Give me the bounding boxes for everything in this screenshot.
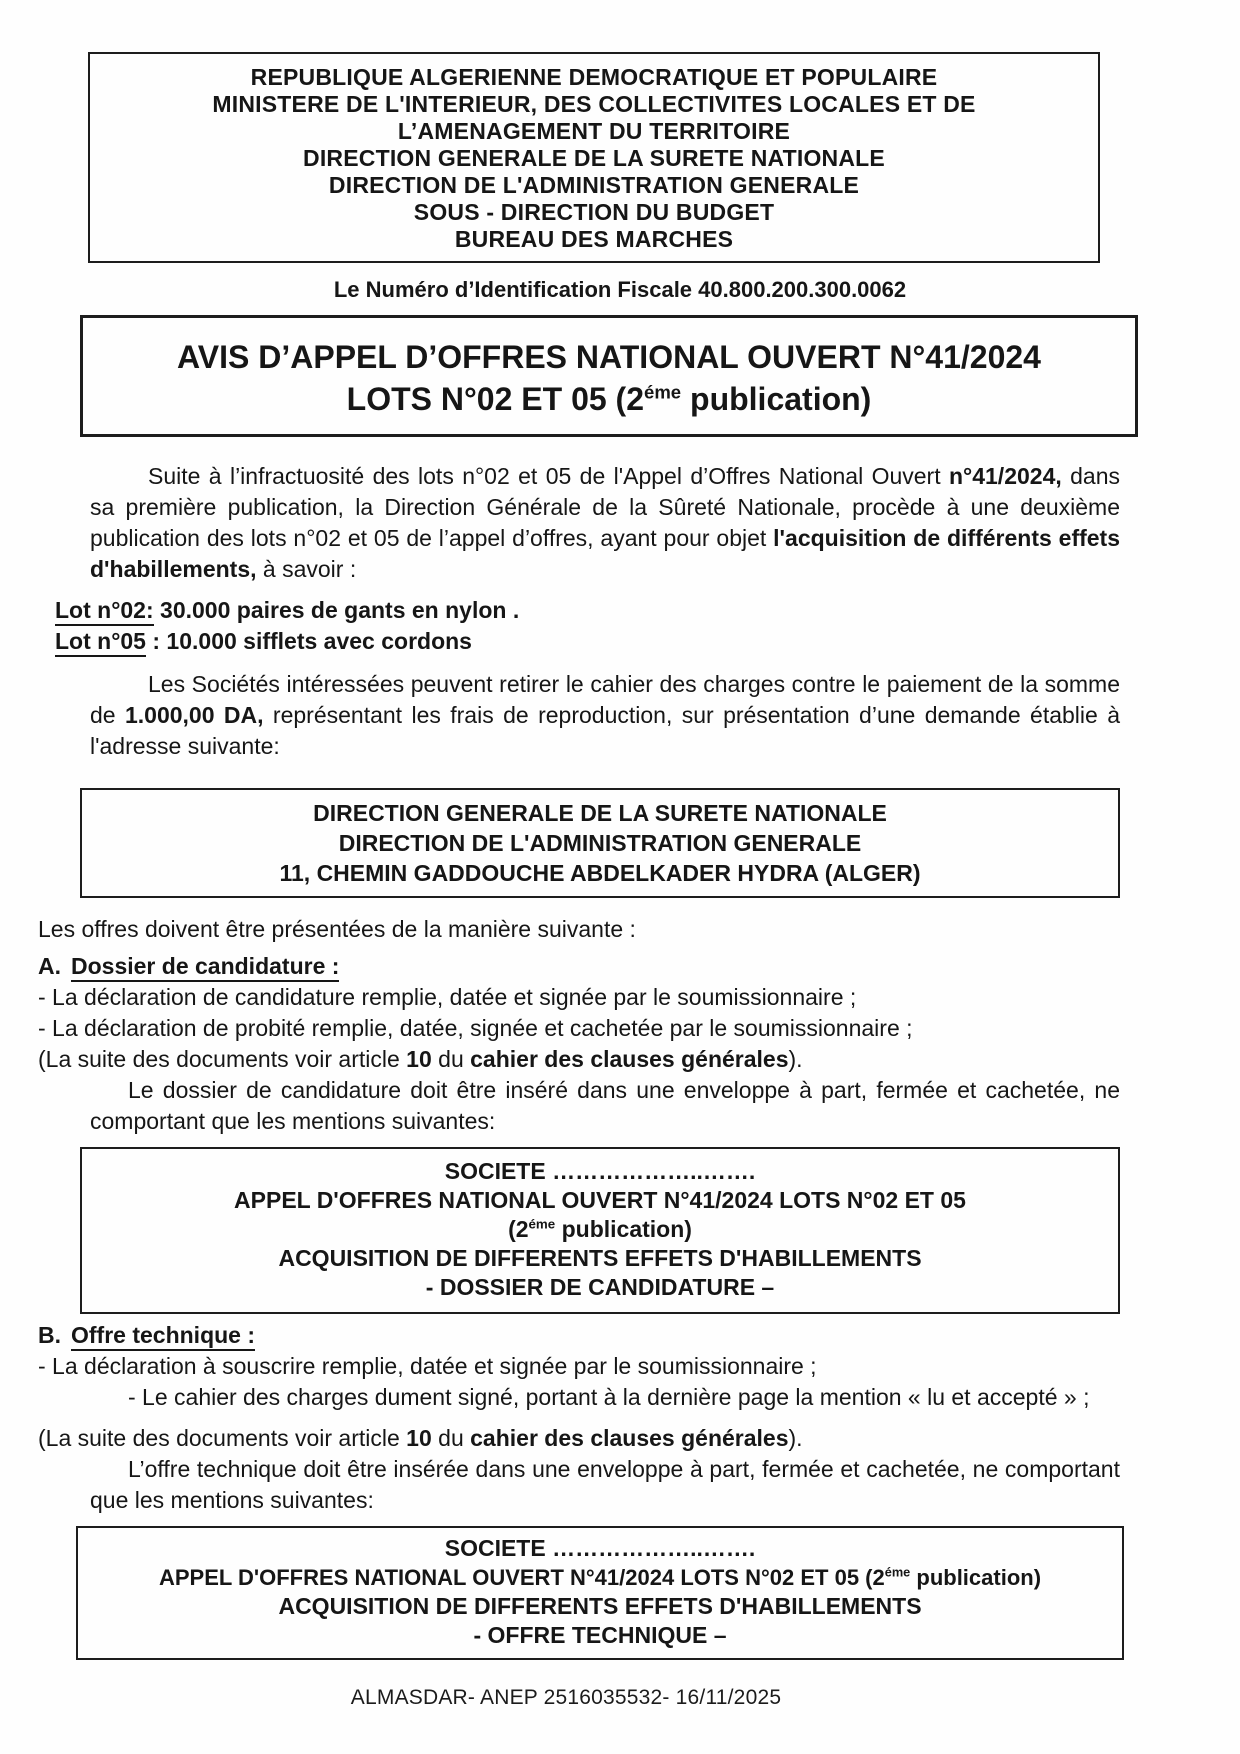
- section-a-prefix: A.: [38, 953, 61, 979]
- section-a-closing: Le dossier de candidature doit être inséré dans une enveloppe à part, fermée et cachetée, ne comportant que les mentions suivantes:: [90, 1077, 1120, 1134]
- section-b-note-text: (La suite des documents voir article: [38, 1425, 407, 1451]
- section-a-note-tail: ).: [788, 1046, 803, 1072]
- letterhead-line-budget: SOUS - DIRECTION DU BUDGET: [413, 199, 775, 225]
- letterhead-line-republic: REPUBLIQUE ALGERIENNE DEMOCRATIQUE ET POPULAIRE: [250, 64, 938, 90]
- section-a-note-text: (La suite des documents voir article: [38, 1046, 407, 1072]
- envelope-b-superscript: éme: [884, 1564, 911, 1580]
- section-b-note-article: 10: [406, 1425, 432, 1451]
- envelope-b-societe-line: SOCIETE ………………..…….: [444, 1535, 756, 1561]
- envelope-a-acquisition-line: ACQUISITION DE DIFFERENTS EFFETS D'HABILLEMENTS: [278, 1245, 922, 1271]
- letterhead-line-ministry-2: L’AMENAGEMENT DU TERRITOIRE: [397, 118, 791, 144]
- letterhead-line-marches: BUREAU DES MARCHES: [454, 226, 734, 252]
- notice-title-line1: AVIS D’APPEL D’OFFRES NATIONAL OUVERT N°41/2024: [177, 339, 1041, 375]
- section-b-note-cahier: cahier des clauses générales: [470, 1425, 789, 1451]
- section-a-note-cahier: cahier des clauses générales: [470, 1046, 789, 1072]
- notice-title-box: [80, 315, 1138, 437]
- envelope-b-box: [76, 1526, 1124, 1660]
- section-a-note-mid: du: [431, 1046, 471, 1072]
- retrait-paragraph: [90, 669, 1120, 762]
- lot-05-label: Lot n°05: [55, 628, 146, 657]
- envelope-a-societe-line: SOCIETE ………………..…….: [444, 1158, 756, 1184]
- intro-text-3: à savoir :: [256, 556, 357, 582]
- section-b-item-1: - La déclaration à souscrire remplie, datée et signée par le soumissionnaire ;: [38, 1353, 817, 1379]
- intro-text-2: dans sa première publication, la Direction Générale de la Sûreté Nationale, procède à une deuxième publication des lots n°02 et 05 de l’appel d’offres, ayant pour objet: [90, 463, 1121, 551]
- envelope-b-appel-line: [84, 1563, 1116, 1592]
- address-line-street: 11, CHEMIN GADDOUCHE ABDELKADER HYDRA (ALGER): [279, 860, 921, 886]
- envelope-a-appel-line: APPEL D'OFFRES NATIONAL OUVERT N°41/2024 LOTS N°02 ET 05: [234, 1187, 966, 1213]
- envelope-a-box: [80, 1147, 1120, 1314]
- address-line-dgsn: DIRECTION GENERALE DE LA SURETE NATIONALE: [313, 800, 887, 826]
- address-line-dag: DIRECTION DE L'ADMINISTRATION GENERALE: [338, 830, 862, 856]
- lot-05-line: [55, 626, 1120, 657]
- retrait-text-2: représentant les frais de reproduction, sur présentation d’une demande établie à l'adresse suivante:: [90, 702, 1120, 759]
- section-b-note-mid: du: [431, 1425, 471, 1451]
- section-a-item-2: - La déclaration de probité remplie, datée, signée et cachetée par le soumissionnaire ;: [38, 1015, 913, 1041]
- intro-bold-number: n°41/2024,: [948, 463, 1062, 489]
- section-a-note: [38, 1044, 1120, 1075]
- envelope-b-appel-tail: publication): [910, 1565, 1042, 1590]
- letterhead-line-ministry: MINISTERE DE L'INTERIEUR, DES COLLECTIVITES LOCALES ET DE: [212, 91, 976, 117]
- section-b-note: [38, 1423, 1120, 1454]
- letterhead-line-dag: DIRECTION DE L'ADMINISTRATION GENERALE: [328, 172, 860, 198]
- notice-title-line2-tail: publication): [681, 381, 872, 417]
- retrait-amount: 1.000,00 DA,: [124, 702, 264, 728]
- section-a-note-article: 10: [406, 1046, 432, 1072]
- section-b-closing: L’offre technique doit être insérée dans une enveloppe à part, fermée et cachetée, ne comportant que les mentions suivantes:: [90, 1456, 1120, 1513]
- address-box: [80, 788, 1120, 898]
- notice-title-line2-text: LOTS N°02 ET 05 (2: [346, 381, 644, 417]
- intro-text: Suite à l’infractuosité des lots n°02 et 05 de l'Appel d’Offres National Ouvert: [148, 463, 949, 489]
- presentation-line: Les offres doivent être présentées de la manière suivante :: [38, 916, 636, 942]
- retrait-text: Les Sociétés intéressées peuvent retirer le cahier des charges contre le paiement de la somme de: [90, 671, 1120, 728]
- fiscal-id-line: Le Numéro d’Identification Fiscale 40.800.200.300.0062: [333, 277, 907, 302]
- footer-credit: ALMASDAR- ANEP 2516035532- 16/11/2025: [350, 1686, 782, 1709]
- section-b-title: Offre technique :: [71, 1322, 255, 1351]
- lots-list: [55, 595, 1120, 657]
- envelope-a-publication-text: (2: [508, 1216, 529, 1242]
- envelope-a-mention-line: - DOSSIER DE CANDIDATURE –: [425, 1274, 775, 1300]
- lot-02-line: [55, 595, 1120, 626]
- letterhead-box: [88, 52, 1100, 263]
- lot-05-description: : 10.000 sifflets avec cordons: [145, 628, 472, 654]
- envelope-a-publication-tail: publication): [555, 1216, 692, 1242]
- notice-title-superscript: éme: [644, 381, 682, 403]
- intro-bold-object: l'acquisition de différents effets d'habillements,: [90, 525, 1120, 582]
- section-b-note-tail: ).: [788, 1425, 803, 1451]
- envelope-a-publication-line: [88, 1215, 1112, 1244]
- envelope-b-appel-text: APPEL D'OFFRES NATIONAL OUVERT N°41/2024 LOTS N°02 ET 05 (2: [158, 1565, 885, 1590]
- notice-title-line2: [91, 378, 1127, 420]
- section-b-heading: [38, 1320, 1120, 1351]
- section-a-heading: [38, 951, 1120, 982]
- section-b-item-2: - Le cahier des charges dument signé, portant à la dernière page la mention « lu et accepté » ;: [128, 1384, 1090, 1410]
- envelope-b-acquisition-line: ACQUISITION DE DIFFERENTS EFFETS D'HABILLEMENTS: [278, 1593, 922, 1619]
- letterhead-line-dgsn: DIRECTION GENERALE DE LA SURETE NATIONALE: [303, 145, 885, 171]
- lot-02-description: 30.000 paires de gants en nylon .: [153, 597, 520, 623]
- intro-paragraph: [90, 461, 1120, 585]
- lot-02-label: Lot n°02:: [55, 597, 154, 626]
- section-a-title: Dossier de candidature :: [71, 953, 339, 982]
- section-b-prefix: B.: [38, 1322, 61, 1348]
- envelope-a-superscript: éme: [528, 1216, 556, 1232]
- envelope-b-mention-line: - OFFRE TECHNIQUE –: [473, 1622, 727, 1648]
- section-a-item-1: - La déclaration de candidature remplie, datée et signée par le soumissionnaire ;: [38, 984, 857, 1010]
